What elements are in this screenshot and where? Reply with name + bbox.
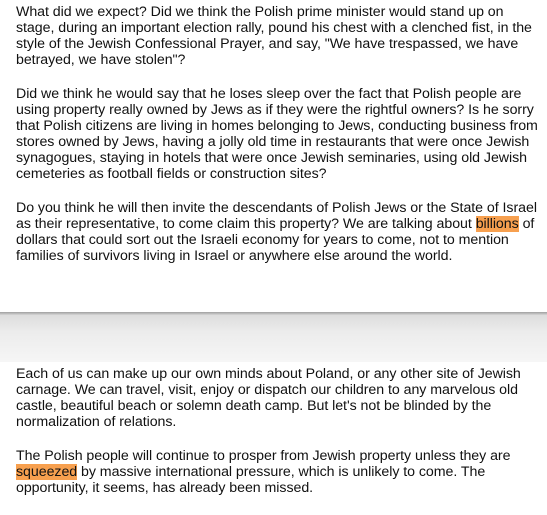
paragraph-descendants bbox=[16, 200, 539, 264]
text-segment: The Polish people will continue to prosper from Jewish property unless they are bbox=[16, 448, 511, 464]
text-segment: Do you think he will then invite the descendants of Polish Jews or the State of Israel as their representative, to come claim this property? We are talking about bbox=[16, 200, 537, 232]
paragraph-expectation: What did we expect? Did we think the Polish prime minister would stand up on stage, during an important election rally, pound his chest with a clenched fist, in the style of the Jewish Confessional Prayer, and say, "We have trespassed, we have betrayed, we have stolen"? bbox=[16, 4, 532, 68]
paragraph-prosper bbox=[16, 448, 539, 496]
paragraph-minds: Each of us can make up our own minds about Poland, or any other site of Jewish carnage. We can travel, visit, enjoy or dispatch our children to any marvelous old castle, beautiful beach or solemn death camp. But let's not be blinded by the normalization of relations. bbox=[16, 366, 521, 430]
text-segment: by massive international pressure, which is unlikely to come. The opportunity, it seems, has already been missed. bbox=[16, 464, 486, 496]
article-excerpt-bottom bbox=[0, 362, 547, 515]
text-segment: of dollars that could sort out the Israeli economy for years to come, not to mention families of survivors living in Israel or anywhere else around the world. bbox=[16, 216, 535, 264]
highlighted-word-billions: billions bbox=[475, 216, 519, 232]
paragraph-property: Did we think he would say that he loses sleep over the fact that Polish people are using property really owned by Jews as if they were the rightful owners? Is he sorry that Polish citizens are living in homes belonging to Jews, conducting business from stores owned by Jews, having a jolly old time in restaurants that were once Jewish synagogues, staying in hotels that were once Jewish seminaries, using old Jewish cemeteries as football fields or construction sites? bbox=[16, 86, 538, 182]
screenshot-separator bbox=[0, 312, 547, 362]
highlighted-word-squeezed: squeezed bbox=[16, 464, 78, 480]
